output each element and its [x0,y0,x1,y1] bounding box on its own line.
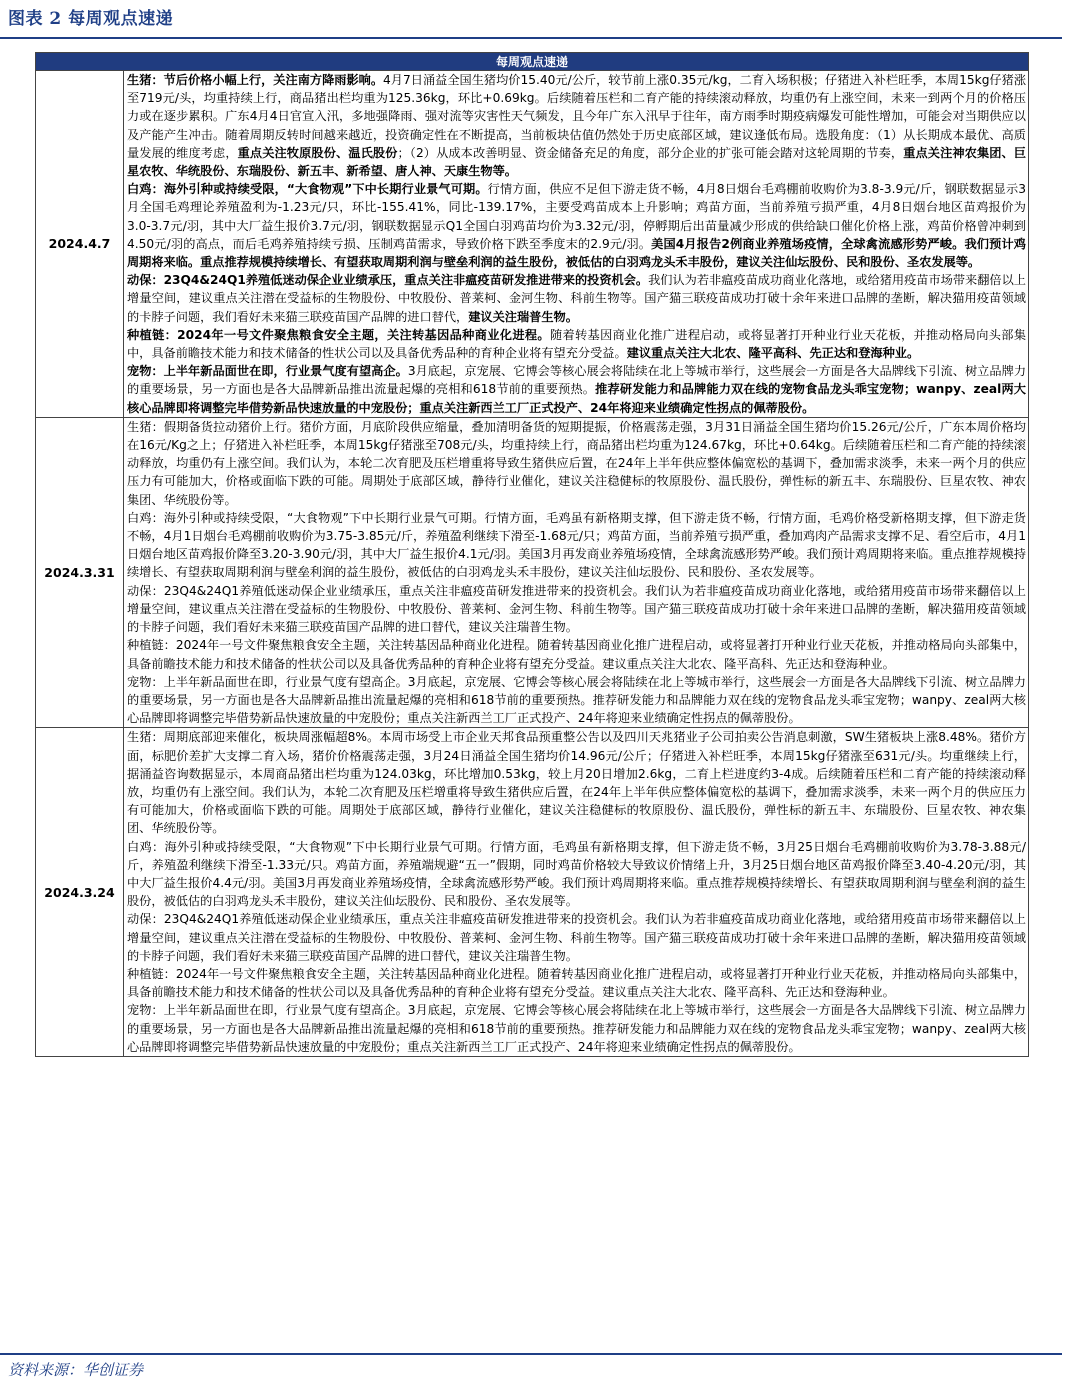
table-header: 每周观点速递 [36,53,1029,71]
highlight-text: 重点关注神农集团、巨星农牧、华统股份、东瑞股份、新五丰、新希望、唐人神、天康生物等。 [127,145,1027,179]
sector-paragraph [127,509,1026,582]
body-text: 宠物：上半年新品面世在即，行业景气度有望高企。3月底起，京宠展、它博会等核心展会将陆续在北上等城市举行，这些展会一方面是各大品牌线下引流、树立品牌力的重要场景，另一方面也是各大品牌新品推出流量起爆的亮相和618节前的重要预热。推荐研发能力和品牌能力双在线的宠物食品龙头乖宝宠物；wanpy、zeal两大核心品牌即将调整完毕借势新品快速放量的中宠股份；重点关注新西兰工厂正式投产、24年将迎来业绩确定性拐点的佩蒂股份。 [127,674,1026,726]
weekly-views-table [35,52,1029,1057]
sector-paragraph [127,636,1026,672]
body-text: 随着转基因商业化推广进程启动，或将显著打开种业行业天花板，并推动格局向头部集中，具备前瞻技术能力和技术储备的性状公司以及具备优秀品种的育种企业将有望充分受益。 [127,327,1027,361]
highlight-text: 美国4月报告2例商业养殖场疫情，全球禽流感形势严峻。我们预计鸡周期将来临。重点推荐规模持续增长、有望获取周期利润与壁垒利润的益生股份，被低估的白羽鸡龙头禾丰股份，建议关注仙坛股份、民和股份、圣农发展等。 [127,236,1026,270]
highlight-text: 推荐研发能力和品牌能力双在线的宠物食品龙头乖宝宠物；wanpy、zeal两大核心品牌即将调整完毕借势新品快速放量的中宠股份；重点关注新西兰工厂正式投产、24年将迎来业绩确定性拐点的佩蒂股份。 [127,382,1026,415]
body-text: 白鸡：海外引种或持续受限，“大食物观”下中长期行业景气可期。行情方面，毛鸡虽有新格期支撑，但下游走货不畅，行情方面，毛鸡价格受新格期支撑，但下游走货不畅，4月1日烟台毛鸡棚前收购价为3.75-3.85元/斤，养殖盈利继续下滑至-1.68元/只；鸡苗方面，当前养殖亏损严重，叠加鸡肉产品需求支撑不足、看空后市，4月1日烟台地区苗鸡报价降至3.20-3.90元/羽，其中大厂益生报价4.1元/羽。美国3月再发商业养殖场疫情，全球禽流感形势严峻。我们预计鸡周期将来临。重点推荐规模持续增长、有望获取周期利润与壁垒利润的益生股份，被低估的白羽鸡龙头禾丰股份，建议关注仙坛股份、民和股份、圣农发展等。 [127,510,1026,580]
row-date: 2024.4.7 [36,71,124,418]
body-text: 种植链：2024年一号文件聚焦粮食安全主题，关注转基因品种商业化进程。随着转基因商业化推广进程启动，或将显著打开种业行业天花板，并推动格局向头部集中，具备前瞻技术能力和技术储备的性状公司以及具备优秀品种的育种企业将有望充分受益。建议重点关注大北农、隆平高科、先正达和登海种业。 [127,638,1026,671]
body-text: 动保：23Q4&24Q1养殖低迷动保企业业绩承压，重点关注非瘟疫苗研发推进带来的投资机会。我们认为若非瘟疫苗成功商业化落地，或给猪用疫苗市场带来翻倍以上增量空间，建议重点关注潜在受益标的生物股份、中牧股份、普莱柯、金河生物、科前生物等。国产猫三联疫苗成功打破十余年来进口品牌的垄断，解决猫用疫苗领域的卡脖子问题，我们看好未来猫三联疫苗国产品牌的进口替代，建议关注瑞普生物。 [127,583,1026,635]
highlight-text: 动保：23Q4&24Q1养殖低迷动保企业业绩承压，重点关注非瘟疫苗研发推进带来的投资机会。 [127,273,649,288]
sector-paragraph [127,673,1026,728]
body-text: ；（2）从成本改善明显、资金储备充足的角度，部分企业的扩张可能会踏对这轮周期的节奏， [397,145,904,160]
highlight-text: 白鸡：海外引种或持续受限，“大食物观”下中长期行业景气可期。 [127,182,488,197]
row-date: 2024.3.24 [36,728,124,1057]
sector-paragraph [127,582,1026,637]
body-text: 我们认为若非瘟疫苗成功商业化落地，或给猪用疫苗市场带来翻倍以上增量空间，建议重点关注潜在受益标的生物股份、中牧股份、普莱柯、金河生物、科前生物等。国产猫三联疫苗成功打破十余年来进口品牌的垄断，解决猫用疫苗领域的卡脖子问题，我们看好未来猫三联疫苗国产品牌的进口替代， [127,273,1026,324]
body-text: 3月底起，京宠展、它博会等核心展会将陆续在北上等城市举行，这些展会一方面是各大品牌线下引流、树立品牌力的重要场景，另一方面也是各大品牌新品推出流量起爆的亮相和618节前的重要预热。 [127,364,1027,397]
sector-paragraph [127,965,1026,1001]
body-text: 宠物：上半年新品面世在即，行业景气度有望高企。3月底起，京宠展、它博会等核心展会将陆续在北上等城市举行，这些展会一方面是各大品牌线下引流、树立品牌力的重要场景，另一方面也是各大品牌新品推出流量起爆的亮相和618节前的重要预热。推荐研发能力和品牌能力双在线的宠物食品龙头乖宝宠物；wanpy、zeal两大核心品牌即将调整完毕借势新品快速放量的中宠股份；重点关注新西兰工厂正式投产、24年将迎来业绩确定性拐点的佩蒂股份。 [127,1003,1026,1054]
table-header-row [36,53,1029,71]
row-content [124,71,1029,418]
sector-paragraph [127,1001,1026,1056]
body-text: 白鸡：海外引种或持续受限，“大食物观”下中长期行业景气可期。行情方面，毛鸡虽有新格期支撑，但下游走货不畅，3月25日烟台毛鸡棚前收购价为3.78-3.88元/斤，养殖盈利继续下滑至-1.33元/只。鸡苗方面，养殖端规避“五一”假期，同时鸡苗价格较大导致议价情绪上升，3月25日烟台地区苗鸡报价降至3.40-4.20元/羽，其中大厂益生报价4.4元/羽。美国3月再发商业养殖场疫情，全球禽流感形势严峻。我们预计鸡周期将来临。重点推荐规模持续增长、有望获取周期利润与壁垒利润的益生股份，被低估的白羽鸡龙头禾丰股份，建议关注仙坛股份、民和股份、圣农发展等。 [127,839,1026,909]
sector-paragraph [127,418,1026,509]
highlight-text: 生猪：节后价格小幅上行，关注南方降雨影响。 [127,73,384,87]
row-content [124,728,1029,1057]
row-date: 2024.3.31 [36,417,124,727]
body-text: 4月7日涌益全国生猪均价15.40元/公斤，较节前上涨0.35元/kg，二育入场积极；仔猪进入补栏旺季，本周15kg仔猪涨至719元/头，均重持续上行，商品猪出栏均重为125.36kg，环比+0.69kg。后续随着压栏和二育产能的持续滚动释放，均重仍有上涨空间，未来一到两个月的价格压力或在逐步累积。广东4月4日官宣入汛，多地强降雨、强对流等灾害性天气频发，且今年广东入汛早于往年，南方雨季时期疫病爆发可能性增加，可能会对当期供应以及产能产生冲击。随着周期反转时间越来越近，投资确定性在不断提高，当前板块估值仍然处于历史底部区域，建议逢低布局。选股角度：（1）从长期成本最优、高质量发展的维度考虑， [127,73,1027,160]
highlight-text: 重点关注牧原股份、温氏股份 [237,145,398,160]
sector-paragraph [127,71,1026,180]
bottom-divider [0,1353,1062,1355]
body-text: 种植链：2024年一号文件聚焦粮食安全主题，关注转基因品种商业化进程。随着转基因商业化推广进程启动，或将显著打开种业行业天花板，并推动格局向头部集中，具备前瞻技术能力和技术储备的性状公司以及具备优秀品种的育种企业将有望充分受益。建议重点关注大北农、隆平高科、先正达和登海种业。 [127,966,1026,1000]
sector-paragraph [127,362,1026,417]
source-note: 资料来源：华创证券 [8,1361,144,1379]
highlight-text: 建议关注瑞普生物。 [468,309,578,324]
body-text: 行情方面，供应不足但下游走货不畅，4月8日烟台毛鸡棚前收购价为3.8-3.9元/斤，钢联数据显示3月全国毛鸡理论养殖盈利为-1.23元/只，环比-155.41%，同比-139.17%，主要受鸡苗成本上升影响；鸡苗方面，当前养殖亏损严重，4月8日烟台地区苗鸡报价为3.0-3.7元/羽，其中大厂益生报价3.7元/羽，钢联数据显示Q1全国白羽鸡苗均价为3.32元/羽，停孵期后出苗量减少形成的供给缺口催化价格上涨，鸡苗价格曾冲刺到4.50元/羽的高点，而后毛鸡养殖持续亏损、压制鸡苗需求，导致价格下跌至季度末的2.9元/羽。 [127,182,1026,251]
body-text: 生猪：周期底部迎来催化，板块周涨幅超8%。本周市场受上市企业天邦食品预重整公告以及四川天兆猪业子公司拍卖公告消息刺激，SW生猪板块上涨8.48%。猪价方面，标肥价差扩大支撑二育入场，猪价价格震荡走强，3月24日涌益全国生猪均价14.96元/公斤；仔猪进入补栏旺季，本周15kg仔猪涨至631元/头。均重继续上行，据涌益咨询数据显示，本周商品猪出栏均重为124.03kg，环比增加0.53kg，较上月20日增加2.6kg，二育上栏进度约3-4成。后续随着压栏和二育产能的持续滚动释放，均重仍有上涨空间。我们认为，本轮二次育肥及压栏增重将导致生猪供应后置，在24年上半年供应整体偏宽松的基调下，叠加需求淡季，未来一两个月的供应压力有可能加大，价格或面临下跌的可能。周期处于底部区域，静待行业催化，建议关注稳健标的牧原股份、温氏股份，弹性标的新五丰、东瑞股份、巨星农牧、神农集团、华统股份等。 [127,730,1026,836]
sector-paragraph [127,838,1026,911]
body-text: 生猪：假期备货拉动猪价上行。猪价方面，月底阶段供应缩量，叠加清明备货的短期提振，价格震荡走强，3月31日涌益全国生猪均价15.26元/公斤，广东本周价格均在16元/Kg之上；仔猪进入补栏旺季，本周15kg仔猪涨至708元/头，均重持续上行，商品猪出栏均重为124.67kg，环比+0.64kg。后续随着压栏和二育产能的持续滚动释放，均重仍有上涨空间。我们认为，本轮二次育肥及压栏增重将导致生猪供应后置，在24年上半年供应整体偏宽松的基调下，叠加需求淡季，未来一两个月的供应压力有可能加大，价格或面临下跌的可能。周期处于底部区域，静待行业催化，建议关注稳健标的牧原股份、温氏股份，弹性标的新五丰、东瑞股份、巨星农牧、神农集团、华统股份等。 [127,419,1026,507]
table-row [36,417,1029,727]
sector-paragraph [127,271,1026,326]
table-row [36,71,1029,418]
highlight-text: 宠物：上半年新品面世在即，行业景气度有望高企。 [127,364,408,379]
highlight-text: 种植链：2024年一号文件聚焦粮食安全主题，关注转基因品种商业化进程。 [127,327,550,342]
title-divider [0,37,1062,39]
table-row [36,728,1029,1057]
body-text: 动保：23Q4&24Q1养殖低迷动保企业业绩承压，重点关注非瘟疫苗研发推进带来的投资机会。我们认为若非瘟疫苗成功商业化落地，或给猪用疫苗市场带来翻倍以上增量空间，建议重点关注潜在受益标的生物股份、中牧股份、普莱柯、金河生物、科前生物等。国产猫三联疫苗成功打破十余年来进口品牌的垄断，解决猫用疫苗领域的卡脖子问题，我们看好未来猫三联疫苗国产品牌的进口替代，建议关注瑞普生物。 [127,912,1026,963]
figure-title: 图表 2 每周观点速递 [8,9,174,29]
highlight-text: 建议重点关注大北农、隆平高科、先正达和登海种业。 [626,346,920,361]
row-content [124,417,1029,727]
sector-paragraph [127,910,1026,965]
sector-paragraph [127,326,1026,362]
sector-paragraph [127,180,1026,271]
sector-paragraph [127,728,1026,837]
